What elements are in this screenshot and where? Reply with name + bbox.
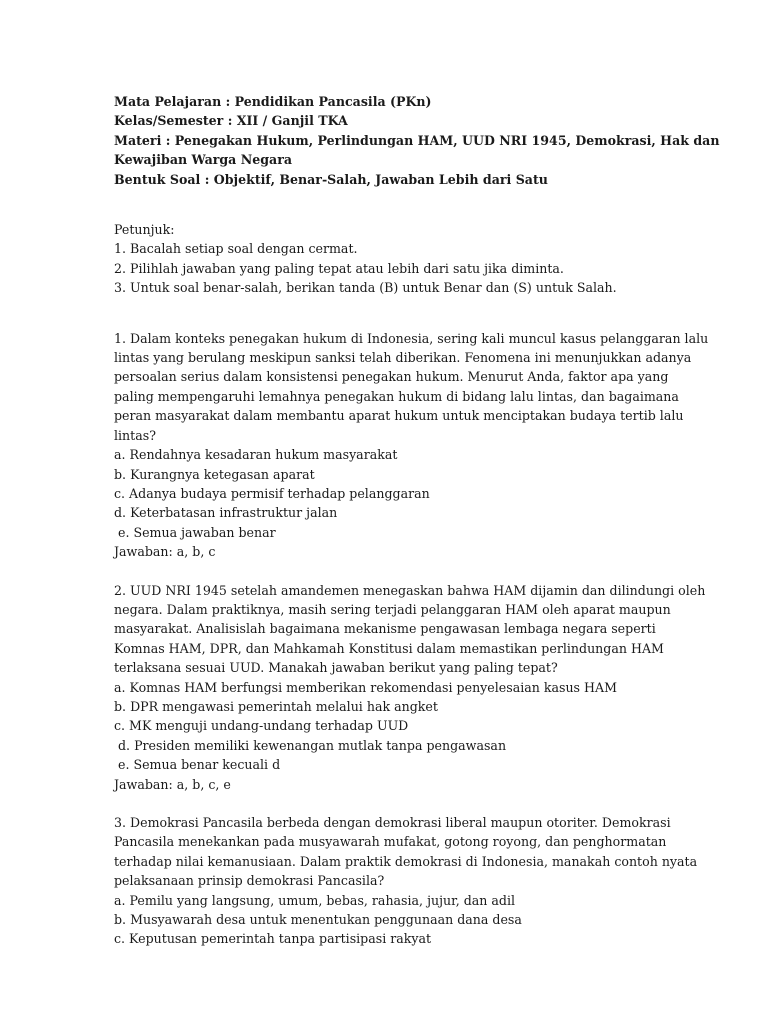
header-class-semester: Kelas/Semester : XII / Ganjil TKA: [114, 113, 348, 129]
question-3: [114, 813, 708, 949]
question-text: pelaksanaan prinsip demokrasi Pancasila?: [114, 873, 385, 889]
question-text: Pancasila menekankan pada musyawarah mufakat, gotong royong, dan penghormatan: [114, 834, 667, 850]
option-d: d. Keterbatasan infrastruktur jalan: [114, 505, 338, 521]
header-question-type: Bentuk Soal : Objektif, Benar-Salah, Jawaban Lebih dari Satu: [114, 171, 548, 187]
option-b: b. DPR mengawasi pemerintah melalui hak angket: [114, 698, 438, 714]
answer-key: Jawaban: a, b, c, e: [114, 776, 231, 792]
question-text: 2. UUD NRI 1945 setelah amandemen menegaskan bahwa HAM dijamin dan dilindungi oleh: [114, 582, 706, 598]
question-1: [114, 329, 708, 562]
answer-key: Jawaban: a, b, c: [114, 544, 216, 560]
spacer: [114, 298, 708, 329]
header-material: Materi : Penegakan Hukum, Perlindungan HAM, UUD NRI 1945, Demokrasi, Hak dan: [114, 132, 720, 148]
question-text: persoalan serius dalam konsistensi penegakan hukum. Menurut Anda, faktor apa yang: [114, 369, 669, 385]
question-text: paling mempengaruhi lemahnya penegakan hukum di bidang lalu lintas, dan bagaimana: [114, 388, 679, 404]
option-e: e. Semua benar kecuali d: [118, 757, 281, 773]
question-2: [114, 581, 708, 794]
instructions: [114, 220, 708, 298]
option-a: a. Pemilu yang langsung, umum, bebas, rahasia, jujur, dan adil: [114, 892, 516, 908]
question-text: peran masyarakat dalam membantu aparat hukum untuk menciptakan budaya tertib lalu: [114, 408, 684, 424]
document-header: [114, 92, 720, 189]
option-b: b. Musyawarah desa untuk menentukan penggunaan dana desa: [114, 912, 522, 928]
question-text: terlaksana sesuai UUD. Manakah jawaban berikut yang paling tepat?: [114, 660, 558, 676]
option-c: c. MK menguji undang-undang terhadap UUD: [114, 718, 409, 734]
option-e: e. Semua jawaban benar: [118, 524, 276, 540]
question-text: 1. Dalam konteks penegakan hukum di Indonesia, sering kali muncul kasus pelanggaran lalu: [114, 330, 709, 346]
option-c: c. Keputusan pemerintah tanpa partisipasi rakyat: [114, 931, 432, 947]
instruction-item: 2. Pilihlah jawaban yang paling tepat atau lebih dari satu jika diminta.: [114, 260, 564, 276]
header-material-cont: Kewajiban Warga Negara: [114, 152, 293, 168]
option-b: b. Kurangnya ketegasan aparat: [114, 466, 315, 482]
question-text: masyarakat. Analisislah bagaimana mekanisme pengawasan lembaga negara seperti: [114, 621, 656, 637]
option-a: a. Komnas HAM berfungsi memberikan rekomendasi penyelesaian kasus HAM: [114, 679, 617, 695]
question-text: lintas yang berulang meskipun sanksi telah diberikan. Fenomena ini menunjukkan adanya: [114, 350, 692, 366]
instruction-item: 3. Untuk soal benar-salah, berikan tanda (B) untuk Benar dan (S) untuk Salah.: [114, 280, 617, 296]
option-a: a. Rendahnya kesadaran hukum masyarakat: [114, 447, 398, 463]
question-text: lintas?: [114, 427, 156, 443]
option-d: d. Presiden memiliki kewenangan mutlak tanpa pengawasan: [118, 737, 507, 753]
header-subject: Mata Pelajaran : Pendidikan Pancasila (PKn): [114, 94, 432, 109]
spacer: [114, 562, 708, 581]
spacer: [114, 794, 708, 813]
instruction-item: 1. Bacalah setiap soal dengan cermat.: [114, 241, 358, 257]
option-c: c. Adanya budaya permisif terhadap pelanggaran: [114, 485, 430, 501]
question-text: 3. Demokrasi Pancasila berbeda dengan demokrasi liberal maupun otoriter. Demokrasi: [114, 815, 671, 830]
question-text: terhadap nilai kemanusiaan. Dalam praktik demokrasi di Indonesia, manakah contoh nyata: [114, 853, 698, 869]
instructions-title: Petunjuk:: [114, 222, 175, 238]
question-text: Komnas HAM, DPR, dan Mahkamah Konstitusi dalam memastikan perlindungan HAM: [114, 640, 664, 656]
question-text: negara. Dalam praktiknya, masih sering terjadi pelanggaran HAM oleh aparat maupun: [114, 601, 671, 617]
spacer: [114, 189, 708, 220]
